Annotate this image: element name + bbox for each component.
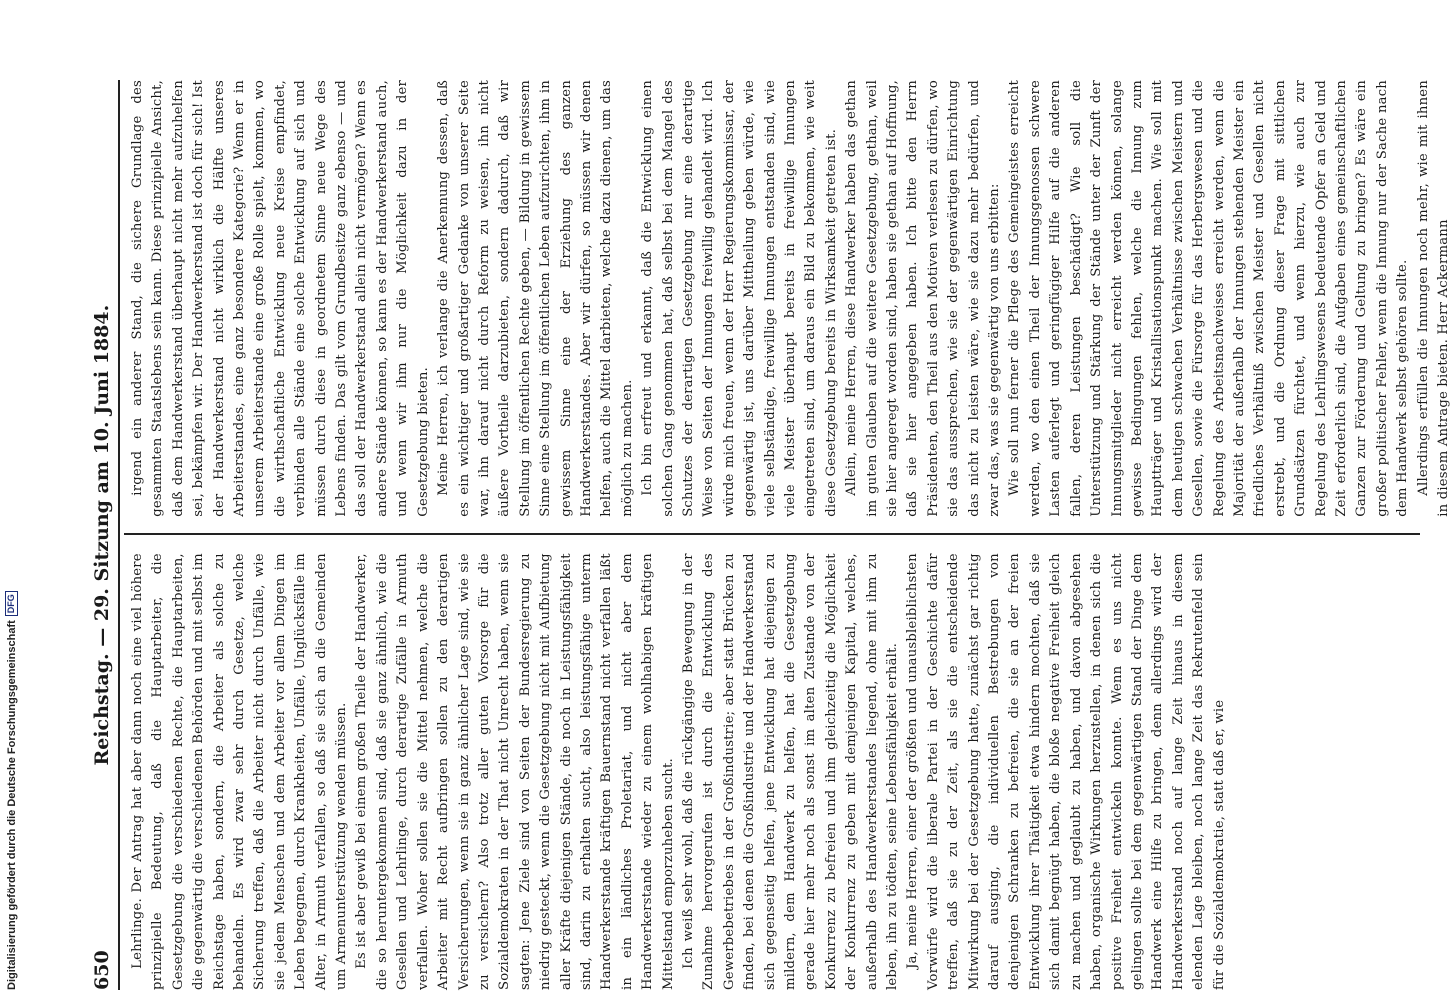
paragraph: irgend ein anderer Stand, die sichere Grundlage des gesammten Staatslebens sein kann. Diese prinzipielle Ansicht, daß dem Handwerkerstand überhaupt nicht mehr aufzuhelfen sei, bekämpfen wir. Der Handwerkerstand ist doch für sich! Ist der Handwerkerstand nicht wirklich die Hälfte unseres Arbeiterstandes, eine ganz besondere Kategorie? Wenn er in unserem Arbeiterstande eine große Rolle spielt, kommen, wo die wirthschaftliche Entwicklung neue Kreise empfindet, verbinden alle Stände eine solche Entwicklung auf sich und müssen durch diese in geordnetem Sinne neue Wege des Lebens finden. Das gilt vom Grundbesitze ganz ebenso — und das soll der Handwerkerstand allein nicht vermögen? Wenn es andere Stände können, so kann es der Handwerkerstand auch, und wenn wir ihm nur die Möglichkeit dazu in der Gesetzgebung bieten. bbox=[130, 80, 431, 517]
running-title: Reichstag. — 29. Sitzung am 10. Juni 1884. bbox=[91, 304, 113, 766]
paragraph: Meine Herren, ich verlange die Anerkennung dessen, daß es ein wichtiger und großartiger Gedanke von unserer Seite war, ihn darauf nicht durch Reform zu weisen, ihn nicht äußere Vortheile darzubieten, sondern dadurch, daß wir Stellung im öffentlichen Rechte geben, — Bildung in gewissem Sinne eine Stellung im öffentlichen Leben aufzurichten, ihm in gewissem Sinne eine der Erziehung des ganzen Handwerkerstandes. Aber wir dürfen, so müssen wir denen helfen, auch die Mittel darbieten, welche dazu dienen, um das möglich zu machen. bbox=[436, 80, 635, 517]
dfg-logo-icon: DFG bbox=[5, 591, 18, 616]
right-column bbox=[128, 80, 1451, 517]
page-number: 650 bbox=[91, 950, 113, 990]
paragraph: Ich bin erfreut und erkannt, daß die Entwicklung einen solchen Gang genommen hat, daß selbst bei dem Mangel des Schutzes der derartigen Gesetzgebung nur eine derartige Weise von Seiten der Innungen freiwillig gehandelt wird. Ich würde mich freuen, wenn der Herr Regierungskommissar, der gegenwärtig ist, uns darüber Mittheilung geben würde, wie viele selbständige, freiwillige Innungen entstanden sind, wie viele Meister überhaupt bereits in freiwillige Innungen eingetreten sind, um daraus ein Bild zu bekommen, wie weit diese Gesetzgebung bereits in Wirksamkeit getreten ist. bbox=[640, 80, 839, 517]
paragraph: Es ist aber gewiß bei einem großen Theile der Handwerker, die so heruntergekommen sind, daß sie ganz ähnlich, wie die Gesellen und Lehrlinge, durch derartige Zufälle in Armuth verfallen. Woher sollen sie die Mittel nehmen, welche die Arbeiter mit Recht aufbringen sollen zu den derartigen Versicherungen, wenn sie in ganz ähnlicher Lage sind, wie sie zu versichern? Also trotz aller guten Vorsorge für die Sozialdemokraten in der That nicht Unrecht haben, wenn sie sagten: Jene Ziele sind von Seiten der Bundesregierung zu niedrig gesteckt, wenn die Gesetzgebung nicht mit Aufbietung aller Kräfte diejenigen Stände, die noch in Leistungsfähigkeit sind, darin zu erhalten sucht, also leistungsfähige unterm Handwerkerstande kräftigen Bauernstand nicht verfallen läßt in ein ländliches Proletariat, und nicht aber dem Handwerkerstande wieder zu einem wohlhabigen kräftigen Mittelstand emporzuheben sucht. bbox=[354, 553, 676, 990]
paragraph: Allerdings erfüllen die Innungen noch mehr, wie mit ihnen in diesem Antrage bieten. Herr Ackermann bbox=[1415, 80, 1451, 517]
funding-watermark bbox=[0, 0, 22, 1000]
paragraph: Wie soll nun ferner die Pflege des Gemeingeistes erreicht werden, wo den einen Theil der Innungsgenossen schwere Lasten auferlegt und geringfügiger Hilfe auf die anderen fallen, deren Leistungen beschädigt? Wie soll die Unterstützung und Stärkung der Stände unter der Zunft der Innungsmitglieder nicht erreicht werden können, solange gewisse Bedingungen fehlen, welche die Innung zum Hauptträger und Kristallisationspunkt machen. Wie soll mit dem heutigen schwachen Verhältnisse zwischen Meistern und Gesellen, sowie die Fürsorge für das Herbergswesen und die Regelung des Arbeitsnachweises erreicht werden, wenn die Majorität der außerhalb der Innungen stehenden Meister ein friedliches Verhältniß zwischen Meister und Gesellen nicht erstrebt, und die Ordnung dieser Frage mit sittlichen Grundsätzen fürchtet, und wenn hierzu, wie auch zur Regelung des Lehrlingswesens bedeutende Opfer an Geld und Zeit erforderlich sind, die Aufgaben eines gemeinschaftlichen Ganzen zur Förderung und Geltung zu bringen? Es wäre ein großer politischer Fehler, wenn die Innung nur der Sache nach dem Handwerk selbst gehören sollte. bbox=[1007, 80, 1411, 517]
paragraph: Lehrlinge. Der Antrag hat aber dann noch eine viel höhere prinzipielle Bedeutung, daß die Hauptarbeiter, die Gesetzgebung die verschiedenen Rechte, die Hauptarbeiten, die gegenwärtig die verschiedenen Behörden und mit selbst im Reichstage haben, sondern, die Arbeiter als solche zu behandeln. Es wird zwar sehr durch Gesetze, welche Sicherung treffen, daß die Arbeiter nicht durch Unfälle, wie sie jedem Menschen und dem Arbeiter vor allem Dingen im Leben begegnen, durch Krankheiten, Unfälle, Unglücksfälle im Alter, in Armuth verfallen, so daß sie sich an die Gemeinden um Armenunterstützung wenden müssen. bbox=[130, 553, 350, 990]
left-column bbox=[128, 553, 1420, 990]
header-rule bbox=[118, 80, 120, 990]
column-divider bbox=[124, 533, 1420, 535]
paragraph: Ja, meine Herren, einer der größten und unausbleiblichsten Vorwürfe wird die liberale Partei in der Geschichte dafür treffen, daß sie zu der Zeit, als sie die entscheidende Mitwirkung bei der Gesetzgebung hatte, zunächst gar richtig darauf ausging, die individuellen Bestrebungen von denjenigen Schranken zu befreien, die sie an der freien Entwicklung ihrer Thätigkeit etwa hindern mochten, daß sie sich damit begnügt haben, die bloße negative Freiheit gleich zu machen und geglaubt zu haben, und davon abgesehen haben, organische Wirkungen herzustellen, in denen sich die positive Freiheit entwickeln konnte. Wenn es uns nicht gelingen sollte bei dem gegenwärtigen Stand der Dinge dem Handwerk eine Hilfe zu bringen, denn allerdings wird der Handwerkerstand noch auf lange Zeit hinaus in diesem elenden Lage bleiben, noch lange Zeit das Rekrutenfeld sein für die Sozialdemokratie, statt daß er, wie bbox=[905, 553, 1227, 990]
running-head bbox=[90, 80, 114, 990]
rotated-newspaper-page bbox=[90, 80, 1451, 990]
watermark-text: Digitalisierung gefördert durch die Deutsche Forschungsgemeinschaft bbox=[5, 620, 18, 990]
paragraph: Allein, meine Herren, diese Handwerker haben das gethan im guten Glauben auf die weitere Gesetzgebung, gethan, weil sie hier angeregt worden sind, haben sie gethan auf Hoffnung, daß sie hier angegeben haben. Ich bitte den Herrn Präsidenten, den Theil aus den Motiven verlesen zu dürfen, wo sie das aussprechen, wie sie der gegenwärtigen Einrichtung das nicht zu leisten wäre, wie sie dazu mehr bedürfen, und zwar das, was sie gegenwärtig von uns erbitten: bbox=[844, 80, 1003, 517]
paragraph: Ich weiß sehr wohl, daß die rückgängige Bewegung in der Zunahme hervorgerufen ist durch die Entwicklung des Gewerbebetriebes in der Großindustrie; aber statt Brücken zu finden, bei denen die Großindustrie und der Handwerkerstand sich gegenseitig helfen, jene Entwicklung hat diejenigen zu mildern, dem Handwerk zu helfen, hat die Gesetzgebung gerade hier mehr noch als sonst im alten Zustande von der Konkurrenz zu befreien und ihm gleichzeitig die Möglichkeit der Konkurrenz zu geben mit demjenigen Kapital, welches, außerhalb des Handwerkerstandes liegend, ohne mit ihm zu leben, ihn zu tödten, seine Lebensfähigkeit erhält. bbox=[680, 553, 901, 990]
